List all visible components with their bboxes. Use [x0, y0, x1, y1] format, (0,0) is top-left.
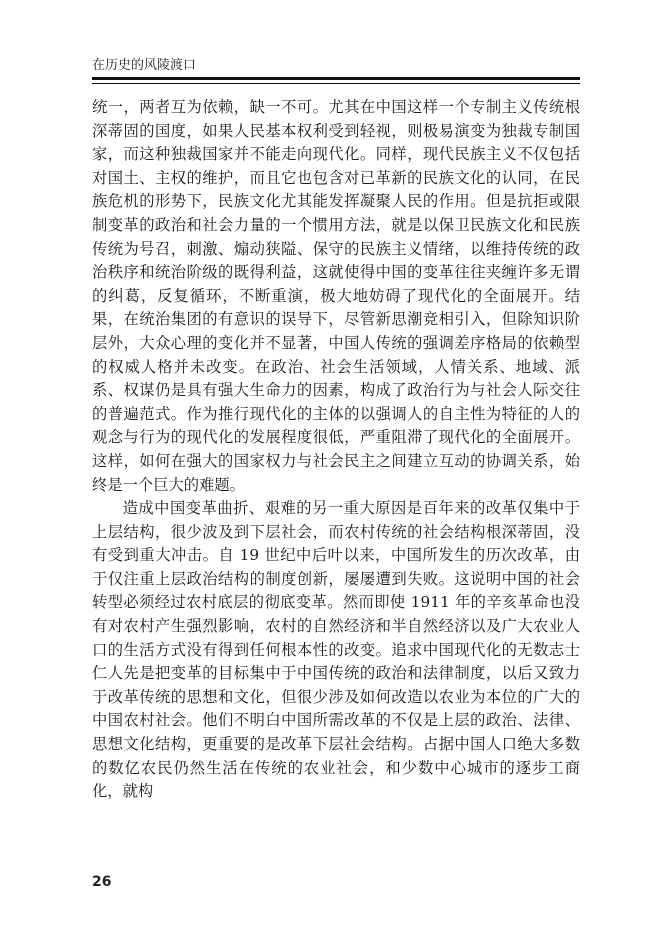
- paragraph: 造成中国变革曲折、艰难的另一重大原因是百年来的改革仅集中于上层结构，很少波及到下层社会，而农村传统的社会结构根深蒂固，没有受到重大冲击。自 19 世纪中后叶以来，中国所发生的历次改革，由于仅注重上层政治结构的制度创新，屡屡遭到失败。这说明中国的社会转型必须经过农村底层的彻底变革。然而即使 1911 年的辛亥革命也没有对农村产生强烈影响，农村的自然经济和半自然经济以及广大农业人口的生活方式没有得到任何根本性的改变。追求中国现代化的无数志士仁人先是把变革的目标集中于中国传统的政治和法律制度，以后又致力于改革传统的思想和文化，但很少涉及如何改造以农业为本位的广大的中国农村社会。他们不明白中国所需改革的不仅是上层的政治、法律、思想文化结构，更重要的是改革下层社会结构。占据中国人口绝大多数的数亿农民仍然生活在传统的农业社会，和少数中心城市的逐步工商化，就构: [92, 499, 580, 801]
- page-number: 26: [92, 874, 112, 890]
- header-rule-thin: [92, 83, 580, 84]
- body-text: [92, 96, 580, 804]
- paragraph: 统一，两者互为依赖，缺一不可。尤其在中国这样一个专制主义传统根深蒂固的国度，如果人民基本权利受到轻视，则极易演变为独裁专制国家，而这种独裁国家并不能走向现代化。同样，现代民族主义不仅包括对国土、主权的维护，而且它也包含对已革新的民族文化的认同，在民族危机的形势下，民族文化尤其能发挥凝聚人民的作用。但是抗拒或限制变革的政治和社会力量的一个惯用方法，就是以保卫民族文化和民族传统为号召，刺激、煽动狭隘、保守的民族主义情绪，以维持传统的政治秩序和统治阶级的既得利益，这就使得中国的变革往往夹缠许多无谓的纠葛，反复循环，不断重演，极大地妨碍了现代化的全面展开。结果，在统治集团的有意识的误导下，尽管新思潮竞相引入，但除知识阶层外，大众心理的变化并不显著，中国人传统的强调差序格局的依赖型的权威人格并未改变。在政治、社会生活领域，人情关系、地域、派系、权谋仍是具有强大生命力的因素，构成了政治行为与社会人际交往的普遍范式。作为推行现代化的主体的以强调人的自主性为特征的人的观念与行为的现代化的发展程度很低，严重阻滞了现代化的全面展开。这样，如何在强大的国家权力与社会民主之间建立互动的协调关系，始终是一个巨大的难题。: [92, 98, 580, 494]
- header-rule-thick: [92, 77, 580, 80]
- running-header: 在历史的风陵渡口: [92, 58, 197, 73]
